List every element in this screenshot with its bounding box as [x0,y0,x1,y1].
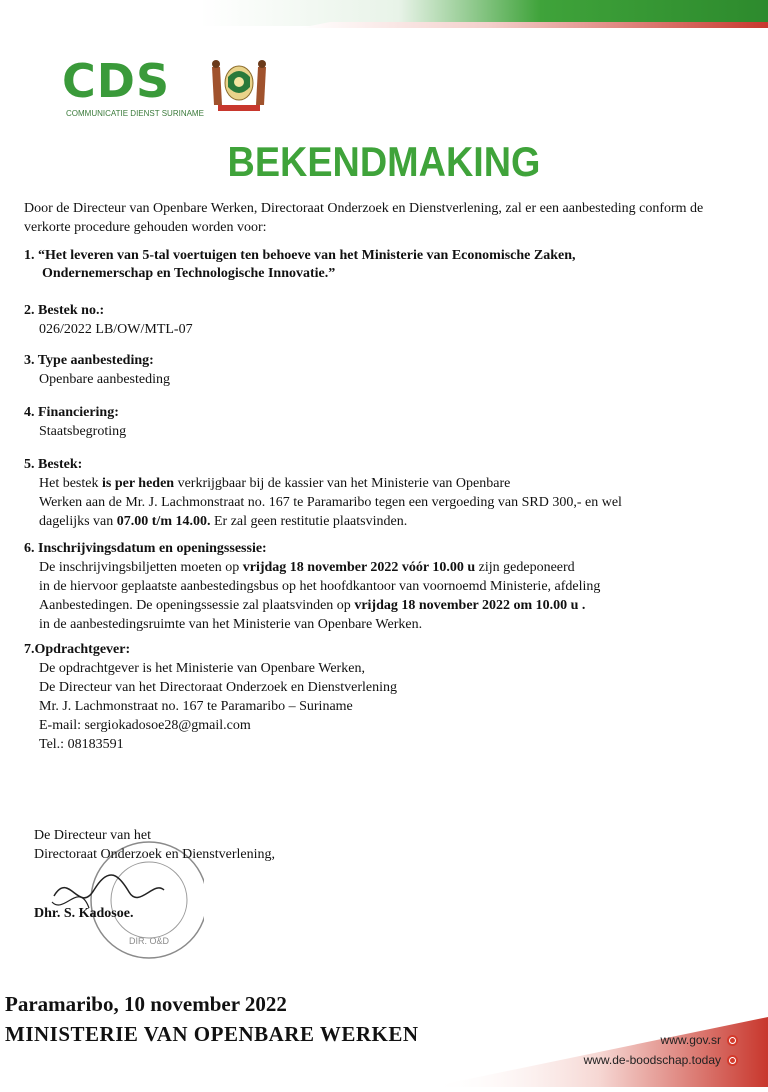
section-heading: 7.Opdrachtgever: [24,642,131,657]
page-title: BEKENDMAKING [227,138,541,185]
link-gov-text[interactable]: www.gov.sr [660,1033,721,1047]
section-heading: 5. Bestek: [24,457,83,472]
top-color-band [0,0,768,28]
section-opdrachtgever [24,640,724,754]
text: Werken aan de Mr. J. Lachmonstraat no. 167 te Paramaribo tegen een vergoeding van SRD 300,- en wel [39,495,622,510]
bold-text: vrijdag 18 november 2022 om 10.00 u . [354,598,586,613]
section-heading: 6. Inschrijvingsdatum en openingssessie: [24,541,267,556]
text: De opdrachtgever is het Ministerie van Openbare Werken, [39,661,365,676]
intro-paragraph: Door de Directeur van Openbare Werken, Directoraat Onderzoek en Dienstverlening, zal er een aanbesteding conform de verkorte procedure gehouden worden voor: [24,201,704,235]
section-body: Openbare aanbesteding [39,372,170,387]
text: De Directeur van het Directoraat Onderzoek en Dienstverlening [39,680,398,695]
signature-line-2: Directoraat Onderzoek en Dienstverlening, [34,847,276,862]
text: in de hiervoor geplaatste aanbestedingsbus op het hoofdkantoor van voornoemd Ministerie, afdeling [39,579,601,594]
signature-line-1: De Directeur van het [34,828,151,843]
phone-text: Tel.: 08183591 [39,737,124,752]
coat-of-arms-icon [204,55,274,113]
text: verkrijgbaar bij de kassier van het Ministerie van Openbare [174,476,511,491]
section-body [24,659,724,754]
cds-logo-subtitle: COMMUNICATIE DIENST SURINAME [66,109,204,118]
text: in de aanbestedingsruimte van het Ministerie van Openbare Werken. [39,617,423,632]
section-inschrijving [24,539,724,634]
bold-text: 07.00 t/m 14.00. [116,514,211,529]
cds-logo-text: CDS [62,54,171,108]
signature-block [34,826,275,864]
stamp-label: DIR. O&D [128,936,170,946]
text: Het bestek [39,476,102,491]
cds-logo [62,55,282,125]
place-and-date: Paramaribo, 10 november 2022 [5,992,287,1016]
bold-text: is per heden [101,476,175,491]
tender-subject [24,247,724,283]
link-boodschap-text[interactable]: www.de-boodschap.today [583,1053,721,1067]
section-bestek [24,455,724,531]
signer-name: Dhr. S. Kadosoe. [34,906,134,921]
section-financiering [24,403,724,441]
tender-subject-line-1: 1. “Het leveren van 5-tal voertuigen ten behoeve van het Ministerie van Economische Zaken, [24,248,576,263]
link-gov[interactable] [584,1030,738,1050]
link-boodschap[interactable] [584,1050,738,1070]
section-body: Staatsbegroting [39,424,127,439]
section-body [24,558,724,634]
footer-links [584,1030,738,1070]
section-body: 026/2022 LB/OW/MTL-07 [39,322,193,337]
text: Aanbestedingen. De openingssessie zal plaatsvinden op [39,598,355,613]
section-type [24,351,724,389]
section-bestek-no [24,301,724,339]
text: dagelijks van [39,514,117,529]
section-body [24,474,724,531]
section-heading: 2. Bestek no.: [24,303,105,318]
bold-text: vrijdag 18 november 2022 vóór 10.00 u [242,560,476,575]
section-heading: 3. Type aanbesteding: [24,353,154,368]
text: Er zal geen restitutie plaatsvinden. [210,514,408,529]
email-text: E-mail: sergiokadosoe28@gmail.com [39,718,251,733]
text: De inschrijvingsbiljetten moeten op [39,560,243,575]
globe-icon [727,1035,738,1046]
text: zijn gedeponeerd [475,560,575,575]
section-heading: 4. Financiering: [24,405,119,420]
tender-subject-line-2: Ondernemerschap en Technologische Innovatie.” [42,266,336,281]
globe-icon [727,1055,738,1066]
ministry-name: MINISTERIE VAN OPENBARE WERKEN [5,1022,419,1046]
text: Mr. J. Lachmonstraat no. 167 te Paramaribo – Suriname [39,699,353,714]
